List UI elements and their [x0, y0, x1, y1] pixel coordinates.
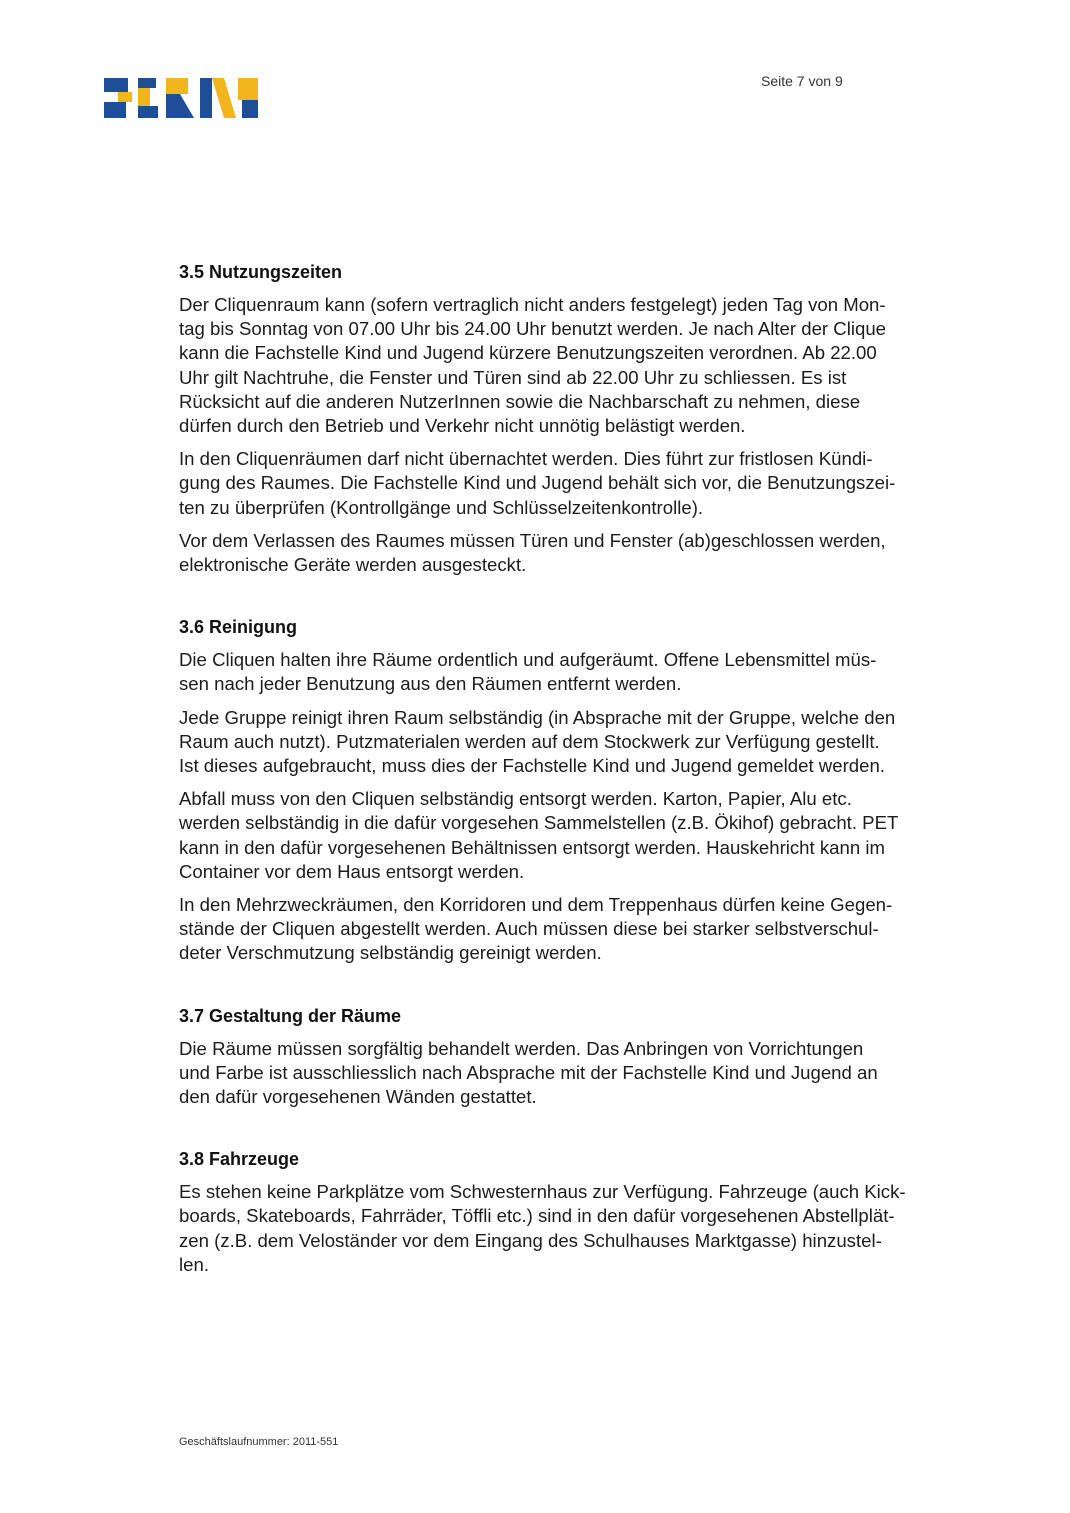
- paragraph: [179, 447, 949, 520]
- text-line: stände der Cliquen abgestellt werden. Auch müssen diese bei starker selbstverschul-: [179, 918, 879, 940]
- text-line: Jede Gruppe reinigt ihren Raum selbständig (in Absprache mit der Gruppe, welche den: [179, 706, 896, 728]
- section-heading: 3.6 Reinigung: [179, 617, 298, 638]
- text-line: In den Mehrzweckräumen, den Korridoren und dem Treppenhaus dürfen keine Gegen-: [179, 894, 893, 916]
- text-line: Container vor dem Haus entsorgt werden.: [179, 860, 525, 882]
- text-line: Vor dem Verlassen des Raumes müssen Türen und Fenster (ab)geschlossen werden,: [179, 529, 886, 551]
- paragraph: [179, 529, 949, 577]
- text-line: In den Cliquenräumen darf nicht übernachtet werden. Dies führt zur fristlosen Kündi-: [179, 448, 873, 470]
- paragraph: [179, 1180, 949, 1277]
- text-line: tag bis Sonntag von 07.00 Uhr bis 24.00 Uhr benutzt werden. Je nach Alter der Clique: [179, 318, 886, 340]
- text-line: elektronische Geräte werden ausgesteckt.: [179, 554, 527, 576]
- text-line: deter Verschmutzung selbständig gereinigt werden.: [179, 942, 602, 964]
- text-line: Die Cliquen halten ihre Räume ordentlich und aufgeräumt. Offene Lebensmittel müs-: [179, 649, 877, 671]
- text-line: Raum auch nutzt). Putzmaterialen werden auf dem Stockwerk zur Verfügung gestellt.: [179, 730, 880, 752]
- text-line: len.: [179, 1253, 209, 1275]
- paragraph: [179, 787, 949, 884]
- text-line: gung des Raumes. Die Fachstelle Kind und Jugend behält sich vor, die Benutzungszei-: [179, 472, 896, 494]
- paragraph: [179, 706, 949, 779]
- page-indicator: Seite 7 von 9: [761, 73, 843, 89]
- paragraph: [179, 648, 949, 696]
- footer-reference: Geschäftslaufnummer: 2011-551: [179, 1436, 339, 1448]
- text-line: Der Cliquenraum kann (sofern vertraglich nicht anders festgelegt) jeden Tag von Mon-: [179, 294, 886, 315]
- section-fahrzeuge: [179, 1147, 949, 1277]
- paragraph: [179, 293, 949, 438]
- text-line: sen nach jeder Benutzung aus den Räumen entfernt werden.: [179, 673, 682, 695]
- text-line: boards, Skateboards, Fahrräder, Töffli etc.) sind in den dafür vorgesehenen Abstellplät-: [179, 1205, 895, 1227]
- text-line: zen (z.B. dem Veloständer vor dem Eingang des Schulhauses Marktgasse) hinzustel-: [179, 1229, 882, 1251]
- text-line: den dafür vorgesehenen Wänden gestattet.: [179, 1086, 537, 1108]
- text-line: und Farbe ist ausschliesslich nach Absprache mit der Fachstelle Kind und Jugend an: [179, 1061, 878, 1083]
- section-heading: 3.8 Fahrzeuge: [179, 1149, 300, 1170]
- text-line: dürfen durch den Betrieb und Verkehr nicht unnötig belästigt werden.: [179, 415, 746, 437]
- text-line: Ist dieses aufgebraucht, muss dies der Fachstelle Kind und Jugend gemeldet werden.: [179, 755, 885, 777]
- document-body: [179, 260, 949, 1315]
- text-line: kann die Fachstelle Kind und Jugend kürzere Benutzungszeiten verordnen. Ab 22.00: [179, 342, 877, 364]
- section-heading: 3.7 Gestaltung der Räume: [179, 1005, 402, 1026]
- text-line: Uhr gilt Nachtruhe, die Fenster und Türen sind ab 22.00 Uhr zu schliessen. Es ist: [179, 366, 847, 388]
- bern-logo: [104, 78, 258, 118]
- text-line: ten zu überprüfen (Kontrollgänge und Schlüsselzeitenkontrolle).: [179, 496, 704, 518]
- paragraph: [179, 893, 949, 966]
- section-heading: 3.5 Nutzungszeiten: [179, 262, 343, 282]
- text-line: Die Räume müssen sorgfältig behandelt werden. Das Anbringen von Vorrichtungen: [179, 1037, 864, 1059]
- paragraph: [179, 1037, 949, 1110]
- text-line: Es stehen keine Parkplätze vom Schwesternhaus zur Verfügung. Fahrzeuge (auch Kick-: [179, 1181, 906, 1203]
- text-line: Abfall muss von den Cliquen selbständig entsorgt werden. Karton, Papier, Alu etc.: [179, 788, 852, 810]
- section-gestaltung: [179, 1004, 949, 1110]
- text-line: werden selbständig in die dafür vorgesehen Sammelstellen (z.B. Ökihof) gebracht. PET: [179, 812, 899, 834]
- text-line: kann in den dafür vorgesehenen Behältnissen entsorgt werden. Hauskehricht kann im: [179, 836, 885, 858]
- section-reinigung: [179, 615, 949, 965]
- text-line: Rücksicht auf die anderen NutzerInnen sowie die Nachbarschaft zu nehmen, diese: [179, 390, 861, 412]
- section-nutzungszeiten: [179, 260, 949, 577]
